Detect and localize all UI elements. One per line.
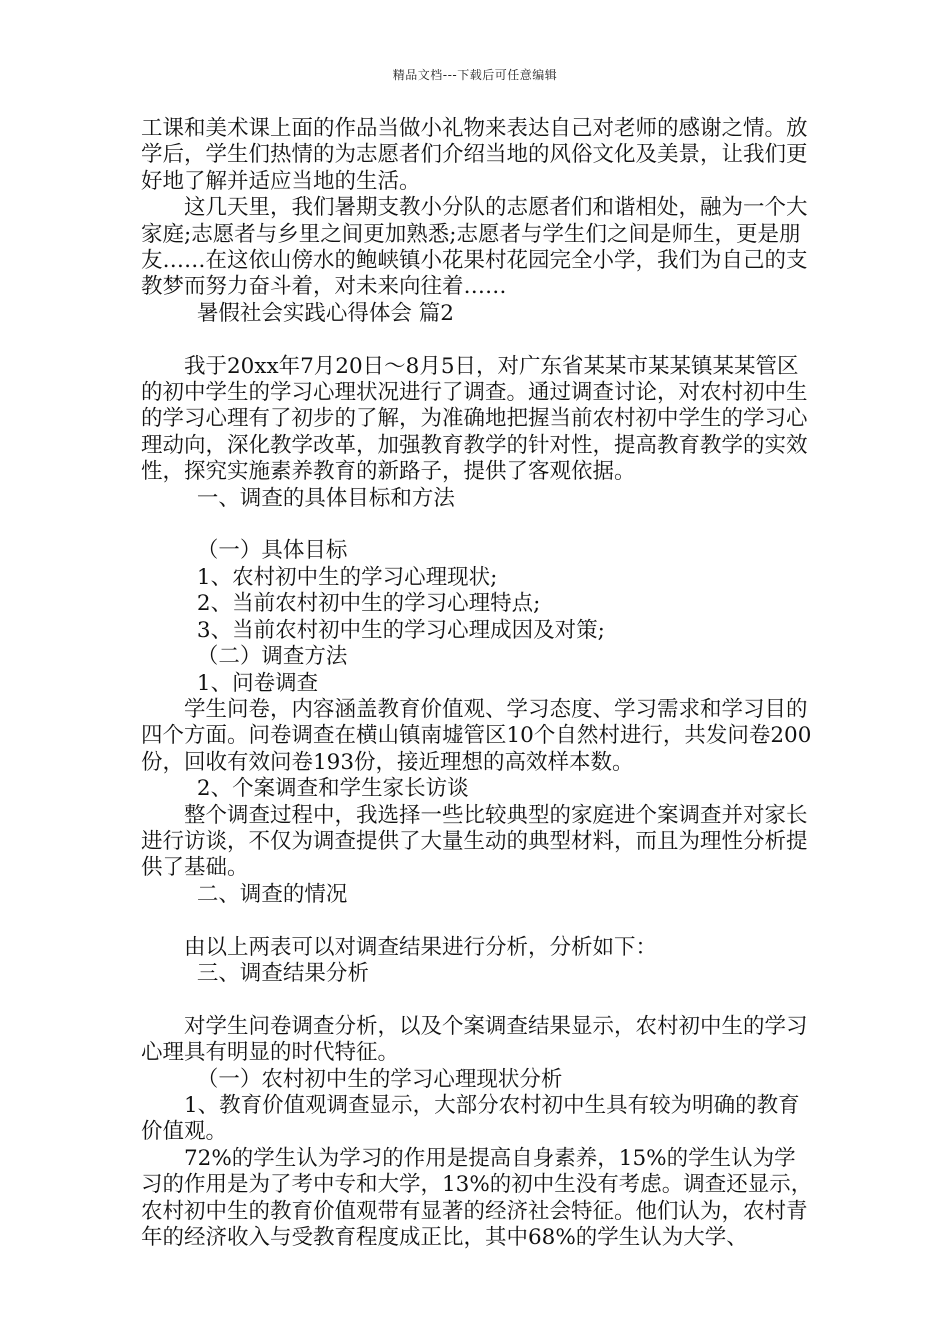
- paragraph: 我于20xx年7月20日～8月5日，对广东省某某市某某镇某某管区的初中学生的学习心理状况进行了调查。通过调查讨论，对农村初中生的学习心理有了初步的了解，为准确地把握当前农村初中学生的学习心理动向，深化教学改革，加强教育教学的针对性，提高教育教学的实效性，探究实施素养教育的新路子，提供了客观依据。: [141, 353, 808, 485]
- subsection-heading: （一）农村初中生的学习心理现状分析: [196, 1066, 563, 1092]
- method-heading: 2、个案调查和学生家长访谈: [196, 776, 469, 802]
- paragraph: 这几天里，我们暑期支教小分队的志愿者们和谐相处，融为一个大家庭;志愿者与乡里之间更加熟悉;志愿者与学生们之间是师生，更是朋友……在这依山傍水的鲍峡镇小花果村花园完全小学，我们为自己的支教梦而努力奋斗着，对未来向往着……: [141, 195, 808, 300]
- paragraph: 整个调查过程中，我选择一些比较典型的家庭进个案调查并对家长进行访谈，不仅为调查提供了大量生动的典型材料，而且为理性分析提供了基础。: [141, 802, 808, 881]
- paragraph: 由以上两表可以对调查结果进行分析，分析如下：: [184, 934, 658, 960]
- paragraph: 1、教育价值观调查显示，大部分农村初中生具有较为明确的教育价值观。: [141, 1092, 800, 1145]
- list-item: 2、当前农村初中生的学习心理特点;: [196, 591, 541, 617]
- section-heading: 二、调查的情况: [196, 881, 348, 907]
- paragraph: 工课和美术课上面的作品当做小礼物来表达自己对老师的感谢之情。放学后，学生们热情的为志愿者们介绍当地的风俗文化及美景，让我们更好地了解并适应当地的生活。: [141, 116, 808, 194]
- section-heading: 一、调查的具体目标和方法: [196, 485, 455, 511]
- paragraph: 学生问卷，内容涵盖教育价值观、学习态度、学习需求和学习目的四个方面。问卷调查在横山镇南墟管区10个自然村进行，共发问卷200份，回收有效问卷193份，接近理想的高效样本数。: [141, 696, 812, 775]
- list-item: 3、当前农村初中生的学习心理成因及对策;: [196, 617, 605, 643]
- section-heading: 三、调查结果分析: [196, 960, 369, 986]
- method-heading: 1、问卷调查: [196, 670, 319, 696]
- subsection-heading: （二）调查方法: [196, 644, 348, 670]
- list-item: 1、农村初中生的学习心理现状;: [196, 564, 498, 590]
- paragraph: 对学生问卷调查分析，以及个案调查结果显示，农村初中生的学习心理具有明显的时代特征。: [141, 1013, 808, 1066]
- document-body: [141, 116, 813, 1251]
- page-header: 精品文档---下载后可任意编辑: [392, 68, 558, 82]
- subsection-heading: （一）具体目标: [196, 538, 348, 564]
- section-title: 暑假社会实践心得体会 篇2: [196, 300, 454, 326]
- paragraph: 72%的学生认为学习的作用是提高自身素养，15%的学生认为学习的作用是为了考中专和大学，13%的初中生没有考虑。调查还显示，农村初中生的教育价值观带有显著的经济社会特征。他们认为，农村青年的经济收入与受教育程度成正比，其中68%的学生认为大学、: [141, 1145, 813, 1250]
